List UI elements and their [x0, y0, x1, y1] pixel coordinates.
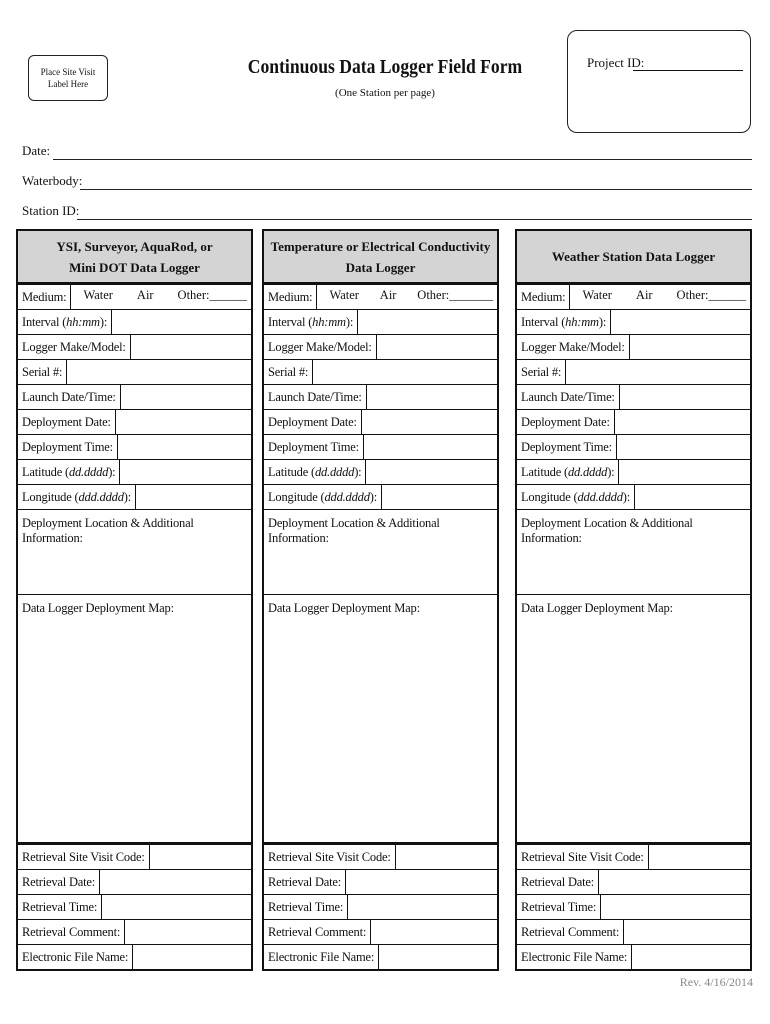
launch-label: Launch Date/Time: [264, 385, 367, 409]
medium-row [264, 285, 497, 310]
launch-field[interactable] [367, 385, 497, 409]
serial-label: Serial #: [18, 360, 67, 384]
retrieval-date-field[interactable] [346, 870, 497, 894]
deploy-date-row [18, 410, 251, 435]
retrieval-code-field[interactable] [396, 845, 497, 869]
latitude-label: Latitude (dd.dddd): [18, 460, 120, 484]
longitude-field[interactable] [382, 485, 497, 509]
deploy-date-field[interactable] [362, 410, 497, 434]
make-model-label: Logger Make/Model: [517, 335, 630, 359]
retrieval-code-label: Retrieval Site Visit Code: [264, 845, 396, 869]
logger-column-weather [515, 229, 752, 971]
retrieval-time-label: Retrieval Time: [517, 895, 601, 919]
medium-label: Medium: [264, 285, 317, 309]
deploy-date-label: Deployment Date: [517, 410, 615, 434]
retrieval-comment-row [264, 920, 497, 945]
deploy-time-field[interactable] [617, 435, 750, 459]
retrieval-date-field[interactable] [100, 870, 251, 894]
retrieval-time-row [517, 895, 750, 920]
retrieval-comment-field[interactable] [125, 920, 251, 944]
longitude-field[interactable] [635, 485, 750, 509]
medium-other-option[interactable]: Other:______ [676, 288, 746, 302]
make-model-field[interactable] [630, 335, 750, 359]
deploy-time-row [18, 435, 251, 460]
longitude-label: Longitude (ddd.dddd): [264, 485, 382, 509]
medium-other-option[interactable]: Other:_______ [417, 288, 493, 302]
deploy-info-field[interactable] [264, 510, 497, 595]
latitude-row [517, 460, 750, 485]
latitude-row [264, 460, 497, 485]
retrieval-code-row [264, 845, 497, 870]
interval-field[interactable] [112, 310, 251, 334]
project-id-field[interactable] [633, 70, 743, 71]
medium-row [517, 285, 750, 310]
interval-row [18, 310, 251, 335]
interval-label: Interval (hh:mm): [18, 310, 112, 334]
file-name-label: Electronic File Name: [517, 945, 632, 969]
deploy-time-row [264, 435, 497, 460]
latitude-label: Latitude (dd.dddd): [517, 460, 619, 484]
file-name-row [264, 945, 497, 971]
date-label: Date: [22, 143, 51, 158]
project-id-label: Project ID: [587, 55, 645, 70]
medium-label: Medium: [18, 285, 71, 309]
deploy-info-label: Deployment Location & Additional Information: [268, 516, 440, 545]
waterbody-label: Waterbody: [22, 173, 83, 188]
deploy-time-label: Deployment Time: [264, 435, 364, 459]
retrieval-code-field[interactable] [649, 845, 750, 869]
deploy-time-row [517, 435, 750, 460]
column-heading: Temperature or Electrical Conductivity Data Logger [264, 231, 497, 285]
launch-field[interactable] [121, 385, 251, 409]
medium-row [18, 285, 251, 310]
file-name-field[interactable] [632, 945, 750, 969]
longitude-label: Longitude (ddd.dddd): [517, 485, 635, 509]
medium-water-option[interactable]: Water [582, 288, 612, 302]
launch-row [18, 385, 251, 410]
medium-water-option[interactable]: Water [83, 288, 113, 302]
latitude-field[interactable] [120, 460, 251, 484]
make-model-row [264, 335, 497, 360]
launch-label: Launch Date/Time: [18, 385, 121, 409]
deploy-map-label: Data Logger Deployment Map: [521, 601, 673, 615]
retrieval-comment-label: Retrieval Comment: [264, 920, 371, 944]
interval-field[interactable] [358, 310, 497, 334]
launch-row [264, 385, 497, 410]
deploy-info-label: Deployment Location & Additional Information: [22, 516, 194, 545]
retrieval-date-field[interactable] [599, 870, 750, 894]
make-model-row [517, 335, 750, 360]
medium-water-option[interactable]: Water [329, 288, 359, 302]
retrieval-time-row [264, 895, 497, 920]
retrieval-date-label: Retrieval Date: [517, 870, 599, 894]
serial-label: Serial #: [517, 360, 566, 384]
file-name-label: Electronic File Name: [18, 945, 133, 969]
page-title: Continuous Data Logger Field Form [247, 56, 523, 78]
station-id-field[interactable] [77, 219, 752, 220]
retrieval-date-label: Retrieval Date: [264, 870, 346, 894]
retrieval-comment-row [18, 920, 251, 945]
column-heading: Weather Station Data Logger [517, 231, 750, 285]
retrieval-comment-row [517, 920, 750, 945]
deploy-date-label: Deployment Date: [264, 410, 362, 434]
label-box-line1: Place Site Visit [40, 67, 96, 77]
retrieval-time-field[interactable] [102, 895, 251, 919]
interval-row [264, 310, 497, 335]
logger-column-temperature [262, 229, 499, 971]
interval-field[interactable] [611, 310, 750, 334]
retrieval-date-row [517, 870, 750, 895]
logger-column-ysi [16, 229, 253, 971]
longitude-row [517, 485, 750, 510]
file-name-row [18, 945, 251, 971]
longitude-row [264, 485, 497, 510]
retrieval-date-label: Retrieval Date: [18, 870, 100, 894]
retrieval-code-label: Retrieval Site Visit Code: [18, 845, 150, 869]
deploy-date-label: Deployment Date: [18, 410, 116, 434]
file-name-field[interactable] [133, 945, 251, 969]
medium-other-option[interactable]: Other:______ [177, 288, 247, 302]
retrieval-date-row [264, 870, 497, 895]
retrieval-time-field[interactable] [601, 895, 750, 919]
retrieval-code-row [18, 845, 251, 870]
latitude-field[interactable] [619, 460, 750, 484]
interval-row [517, 310, 750, 335]
serial-field[interactable] [566, 360, 750, 384]
deploy-map-field[interactable] [517, 595, 750, 845]
longitude-label: Longitude (ddd.dddd): [18, 485, 136, 509]
make-model-field[interactable] [131, 335, 251, 359]
make-model-field[interactable] [377, 335, 497, 359]
deploy-info-label: Deployment Location & Additional Information: [521, 516, 693, 545]
site-visit-label-box [28, 55, 108, 101]
medium-label: Medium: [517, 285, 570, 309]
deploy-time-field[interactable] [118, 435, 251, 459]
deploy-time-field[interactable] [364, 435, 497, 459]
deploy-map-label: Data Logger Deployment Map: [268, 601, 420, 615]
revision-note: Rev. 4/16/2014 [679, 975, 753, 989]
station-id-label: Station ID: [22, 203, 80, 218]
make-model-label: Logger Make/Model: [18, 335, 131, 359]
retrieval-time-row [18, 895, 251, 920]
serial-row [18, 360, 251, 385]
deploy-date-field[interactable] [615, 410, 750, 434]
interval-label: Interval (hh:mm): [264, 310, 358, 334]
latitude-field[interactable] [366, 460, 497, 484]
latitude-row [18, 460, 251, 485]
deploy-info-field[interactable] [18, 510, 251, 595]
label-box-line2: Label Here [47, 79, 89, 89]
column-heading: YSI, Surveyor, AquaRod, or Mini DOT Data Logger [18, 231, 251, 285]
file-name-label: Electronic File Name: [264, 945, 379, 969]
serial-row [517, 360, 750, 385]
waterbody-field[interactable] [80, 189, 752, 190]
retrieval-time-label: Retrieval Time: [264, 895, 348, 919]
deploy-map-field[interactable] [18, 595, 251, 845]
deploy-time-label: Deployment Time: [517, 435, 617, 459]
longitude-field[interactable] [136, 485, 251, 509]
deploy-time-label: Deployment Time: [18, 435, 118, 459]
retrieval-comment-label: Retrieval Comment: [517, 920, 624, 944]
deploy-map-label: Data Logger Deployment Map: [22, 601, 174, 615]
serial-field[interactable] [313, 360, 497, 384]
file-name-field[interactable] [379, 945, 497, 969]
medium-air-option[interactable]: Air [136, 288, 154, 302]
serial-row [264, 360, 497, 385]
file-name-row [517, 945, 750, 971]
make-model-row [18, 335, 251, 360]
page-subtitle: (One Station per page) [335, 87, 435, 99]
longitude-row [18, 485, 251, 510]
medium-air-option[interactable]: Air [635, 288, 653, 302]
medium-air-option[interactable]: Air [379, 288, 397, 302]
latitude-label: Latitude (dd.dddd): [264, 460, 366, 484]
deploy-date-row [264, 410, 497, 435]
launch-row [517, 385, 750, 410]
deploy-date-field[interactable] [116, 410, 251, 434]
launch-label: Launch Date/Time: [517, 385, 620, 409]
retrieval-code-label: Retrieval Site Visit Code: [517, 845, 649, 869]
launch-field[interactable] [620, 385, 750, 409]
serial-label: Serial #: [264, 360, 313, 384]
retrieval-comment-field[interactable] [371, 920, 497, 944]
serial-field[interactable] [67, 360, 251, 384]
retrieval-time-field[interactable] [348, 895, 497, 919]
deploy-date-row [517, 410, 750, 435]
deploy-info-field[interactable] [517, 510, 750, 595]
retrieval-code-field[interactable] [150, 845, 251, 869]
date-field[interactable] [53, 159, 752, 160]
deploy-map-field[interactable] [264, 595, 497, 845]
interval-label: Interval (hh:mm): [517, 310, 611, 334]
retrieval-comment-label: Retrieval Comment: [18, 920, 125, 944]
project-id-box [567, 30, 751, 133]
make-model-label: Logger Make/Model: [264, 335, 377, 359]
retrieval-date-row [18, 870, 251, 895]
retrieval-comment-field[interactable] [624, 920, 750, 944]
retrieval-code-row [517, 845, 750, 870]
retrieval-time-label: Retrieval Time: [18, 895, 102, 919]
